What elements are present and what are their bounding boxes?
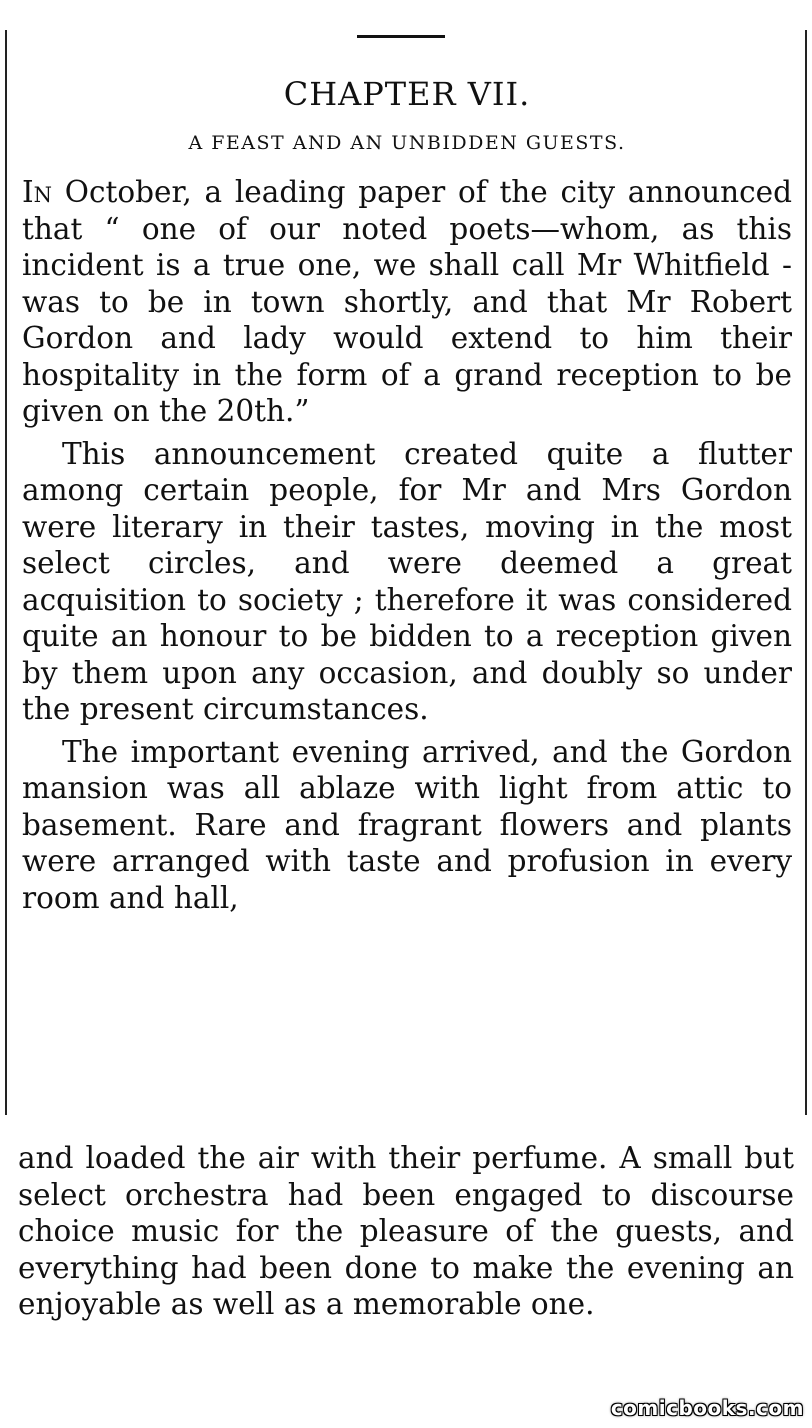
paragraph-1 — [22, 174, 792, 430]
top-rule — [357, 35, 445, 38]
article-column — [22, 70, 792, 916]
column-rule-left — [5, 30, 7, 1115]
paragraph-4: and loaded the air with their perfume. A small but select orchestra had been engaged to discourse choice music for the pleasure of the guests, and everything had been done to make the evening an enjoyable as well as a memorable one. — [18, 1141, 794, 1321]
column-rule-right — [805, 30, 807, 1115]
chapter-subtitle: A FEAST AND AN UNBIDDEN GUESTS. — [188, 132, 626, 154]
continued-column — [18, 1140, 794, 1323]
paragraph-1-text: October, a leading paper of the city announced that “ one of our noted poets—whom, as this incident is a true one, we shall call Mr Whitfield - was to be in town shortly, and that Mr Robert Gordon and lady would extend to him their hospitality in the form of a grand reception to be given on the 20th.” — [22, 175, 792, 428]
chapter-title: CHAPTER VII. — [283, 75, 531, 113]
paragraph-2: This announcement created quite a flutter among certain people, for Mr and Mrs Gordon were literary in their tastes, moving in the most select circles, and were deemed a great acquisition to society ; therefore it was considered quite an honour to be bidden to a reception given by them upon any occasion, and doubly so under the present circumstances. — [22, 436, 792, 726]
watermark: comicbooks.com — [610, 1396, 804, 1420]
paragraph-3: The important evening arrived, and the Gordon mansion was all ablaze with light from attic to basement. Rare and fragrant flowers and plants were arranged with taste and profusion in every room and hall, — [22, 734, 792, 915]
paragraph-1-first-word: In — [22, 175, 53, 209]
